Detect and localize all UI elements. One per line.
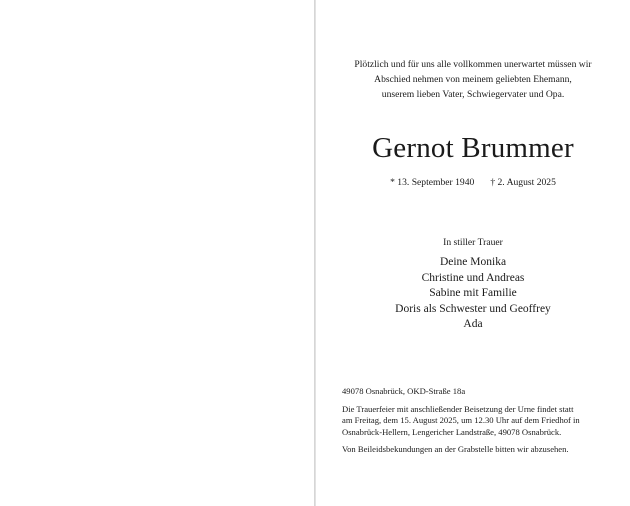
death-date: † 2. August 2025 — [490, 177, 556, 188]
address: 49078 Osnabrück, OKD-Straße 18a — [342, 386, 466, 396]
intro-text — [336, 57, 610, 102]
ceremony-line: Die Trauerfeier mit anschließender Beisetzung der Urne findet statt — [342, 404, 574, 414]
intro-line: Abschied nehmen von meinem geliebten Ehemann, — [374, 74, 572, 85]
family-member: Sabine mit Familie — [429, 287, 517, 299]
family-member: Doris als Schwester und Geoffrey — [395, 302, 551, 315]
obituary-page — [316, 0, 630, 506]
mourning-heading: In stiller Trauer — [443, 237, 503, 248]
ceremony-line: Osnabrück-Hellern, Lengericher Landstraße, 49078 Osnabrück. — [342, 426, 562, 437]
ceremony-info — [342, 404, 606, 438]
intro-line: unserem lieben Vater, Schwiegervater und Opa. — [381, 89, 565, 100]
intro-line: Plötzlich und für uns alle vollkommen unerwartet müssen wir — [354, 59, 592, 70]
family-list — [316, 255, 630, 333]
family-member: Ada — [463, 318, 483, 330]
birth-date: * 13. September 1940 — [390, 177, 475, 188]
ceremony-line: am Freitag, dem 15. August 2025, um 12.30 Uhr auf dem Friedhof in — [342, 415, 580, 426]
condolence-note: Von Beileidsbekundungen an der Grabstelle bitten wir abzusehen. — [342, 444, 569, 454]
family-member: Christine und Andreas — [421, 271, 525, 284]
life-dates — [316, 176, 630, 189]
left-page-blank — [0, 0, 314, 506]
family-member: Deine Monika — [439, 256, 507, 268]
deceased-name: Gernot Brummer — [372, 132, 574, 164]
